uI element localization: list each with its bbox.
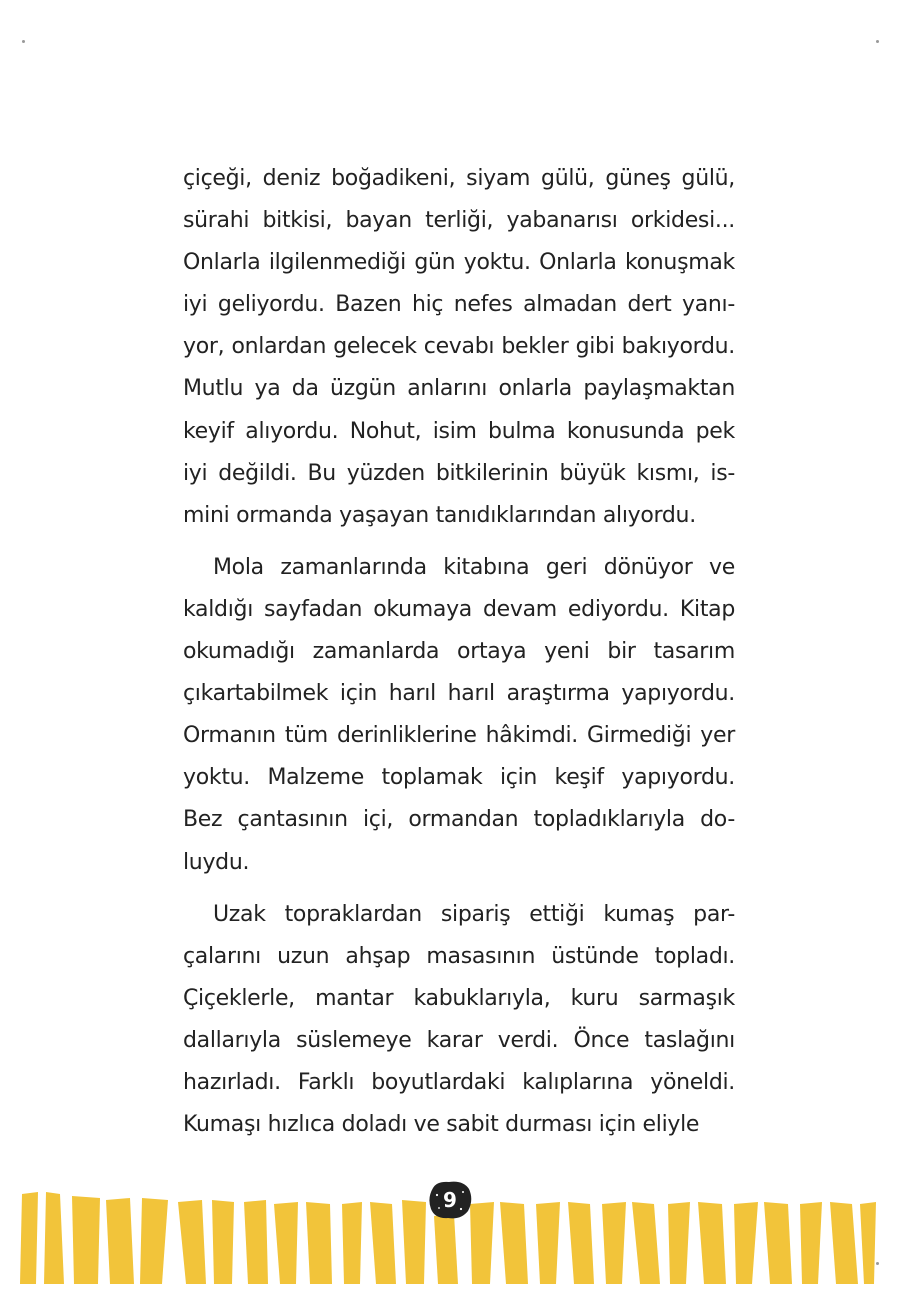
text-line: mini ormanda yaşayan tanıdıklarından alıyordu. [183, 502, 696, 528]
text-line: iyi geliyordu. Bazen hiç nefes almadan dert yanı- [183, 292, 735, 318]
stripe-shape [370, 1202, 396, 1284]
text-line: çiçeği, deniz boğadikeni, siyam gülü, güneş gülü, [183, 166, 735, 191]
body-text [183, 158, 735, 1156]
stripe-shape [106, 1198, 134, 1284]
text-line: Çiçeklerle, mantar kabuklarıyla, kuru sarmaşık [183, 985, 735, 1011]
stripe-shape [244, 1200, 268, 1284]
paragraph [183, 547, 735, 884]
page-number-badge [427, 1180, 473, 1220]
text-line: Mutlu ya da üzgün anlarını onlarla paylaşmaktan [183, 376, 735, 402]
text-line: Onlarla ilgilenmediği gün yoktu. Onlarla konuşmak [183, 250, 735, 276]
stripe-shape [602, 1202, 626, 1284]
text-line: keyif alıyordu. Nohut, isim bulma konusunda pek [183, 418, 735, 444]
text-line: yoktu. Malzeme toplamak için keşif yapıyordu. [183, 765, 735, 791]
text-line: Kumaşı hızlıca doladı ve sabit durması için eliyle [183, 1112, 700, 1138]
stripe-shape [274, 1202, 298, 1284]
stripe-shape [536, 1202, 560, 1284]
stripe-shape [44, 1192, 64, 1284]
stripe-shape [764, 1202, 792, 1284]
text-line: luydu. [183, 849, 250, 875]
page-number: 9 [443, 1188, 457, 1212]
stripe-shape [568, 1202, 594, 1284]
stripe-shape [860, 1202, 876, 1284]
stripe-shape [342, 1202, 362, 1284]
stripe-shape [306, 1202, 332, 1284]
stripe-shape [830, 1202, 858, 1284]
text-line: çalarını uzun ahşap masasının üstünde topladı. [183, 943, 735, 969]
stripe-shape [698, 1202, 726, 1284]
stripe-shape [178, 1200, 206, 1284]
text-line: okumadığı zamanlarda ortaya yeni bir tasarım [183, 639, 735, 665]
text-line: sürahi bitkisi, bayan terliği, yabanarısı orkidesi... [183, 208, 735, 234]
crop-mark [876, 40, 879, 43]
stripe-shape [402, 1200, 426, 1284]
stripe-shape [212, 1200, 234, 1284]
text-line: kaldığı sayfadan okumaya devam ediyordu. Kitap [183, 596, 735, 622]
stripe-shape [140, 1198, 168, 1284]
text-line: Uzak topraklardan sipariş ettiği kumaş par- [213, 901, 735, 927]
paragraph [183, 158, 735, 537]
stripe-shape [20, 1192, 38, 1284]
stripe-shape [434, 1214, 458, 1284]
stripe-shape [734, 1202, 758, 1284]
paragraph [183, 894, 735, 1147]
text-line: Ormanın tüm derinliklerine hâkimdi. Girmediği yer [183, 723, 735, 749]
text-line: dallarıyla süslemeye karar verdi. Önce taslağını [183, 1027, 735, 1053]
text-line: çıkartabilmek için harıl harıl araştırma yapıyordu. [183, 681, 735, 707]
text-line: hazırladı. Farklı boyutlardaki kalıplarına yöneldi. [183, 1069, 735, 1095]
stripe-shape [72, 1196, 100, 1284]
text-line: iyi değildi. Bu yüzden bitkilerinin büyük kısmı, is- [183, 460, 735, 486]
text-line: yor, onlardan gelecek cevabı bekler gibi bakıyordu. [183, 334, 735, 360]
text-line: Mola zamanlarında kitabına geri dönüyor ve [213, 554, 735, 580]
stripe-shape [668, 1202, 690, 1284]
stripe-shape [632, 1202, 660, 1284]
crop-mark [22, 40, 25, 43]
stripe-shape [500, 1202, 528, 1284]
stripe-shape [470, 1202, 494, 1284]
stripe-shape [800, 1202, 822, 1284]
text-line: Bez çantasının içi, ormandan topladıklarıyla do- [183, 807, 735, 833]
